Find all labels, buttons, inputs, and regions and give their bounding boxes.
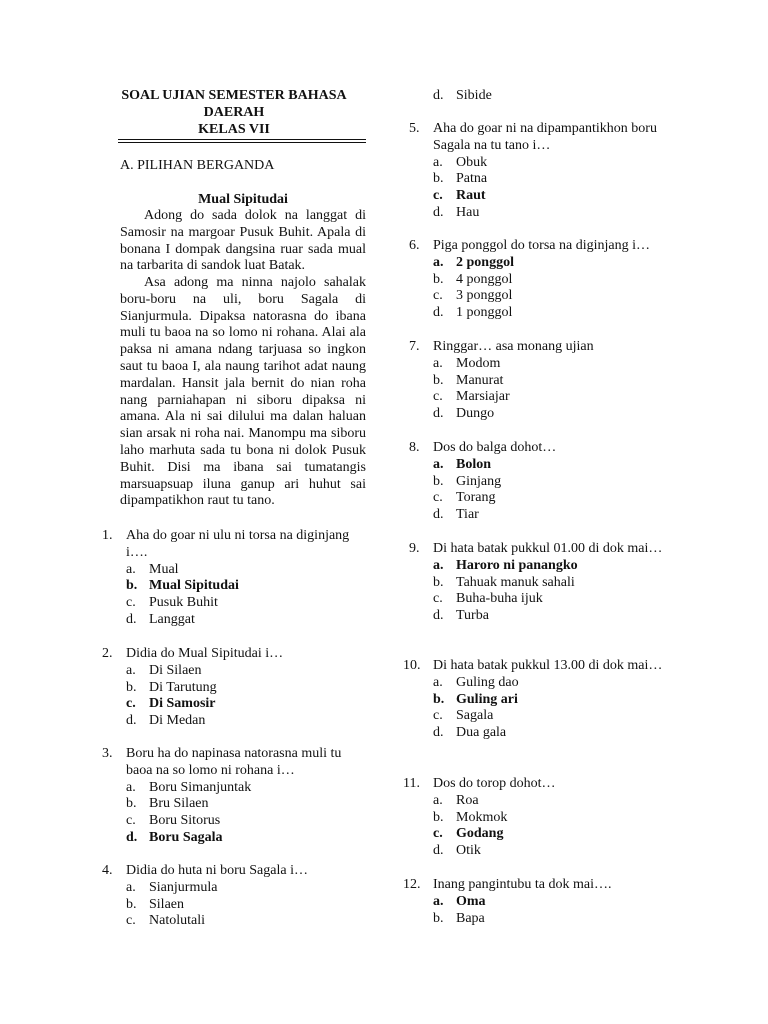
option-text: Tiar	[456, 507, 479, 523]
option-d-correct[interactable]	[126, 830, 366, 847]
question-number: 10.	[403, 658, 421, 673]
question-number: 5.	[409, 121, 420, 136]
option-a[interactable]	[126, 880, 366, 897]
option-text: Langgat	[149, 611, 195, 627]
option-letter: a.	[433, 254, 444, 270]
option-c[interactable]	[433, 288, 679, 305]
option-text: Boru Simanjuntak	[149, 779, 252, 795]
option-d[interactable]	[433, 608, 679, 625]
option-a-correct[interactable]	[433, 894, 679, 911]
question-7	[409, 339, 679, 423]
option-letter: b.	[126, 796, 137, 812]
option-c[interactable]	[433, 490, 679, 507]
option-text: Hau	[456, 204, 480, 220]
option-letter: d.	[433, 507, 444, 523]
option-c-correct[interactable]	[126, 696, 366, 713]
option-a-correct[interactable]	[433, 558, 679, 575]
question-number: 7.	[409, 339, 420, 354]
option-a[interactable]	[433, 793, 679, 810]
option-text: Mual Sipitudai	[149, 578, 239, 594]
option-text: Haroro ni panangko	[456, 557, 578, 573]
question-4	[102, 863, 366, 930]
option-text: Bolon	[456, 456, 492, 472]
option-b[interactable]	[433, 171, 679, 188]
option-text: Sianjurmula	[149, 879, 218, 895]
question-number: 4.	[102, 863, 113, 878]
question-text: Dos do balga dohot…	[433, 440, 557, 455]
option-c[interactable]	[126, 595, 366, 612]
option-d[interactable]	[126, 713, 366, 730]
option-a-correct[interactable]	[433, 255, 679, 272]
question-text: Didia do Mual Sipitudai i…	[126, 646, 284, 661]
option-letter: c.	[433, 188, 443, 204]
option-letter: a.	[433, 893, 444, 909]
option-d[interactable]	[433, 725, 679, 742]
option-letter: c.	[126, 813, 136, 829]
option-letter: b.	[433, 691, 445, 707]
question-number: 8.	[409, 440, 420, 455]
option-text: Bru Silaen	[149, 796, 209, 812]
option-text: Natolutali	[149, 913, 205, 929]
option-text: Tahuak manuk sahali	[456, 574, 575, 590]
option-letter: a.	[433, 557, 444, 573]
option-letter: d.	[433, 608, 444, 624]
option-a[interactable]	[433, 356, 679, 373]
question-4-continued	[409, 88, 679, 105]
option-letter: c.	[433, 490, 443, 506]
option-text: Sagala	[456, 708, 494, 724]
option-b[interactable]	[433, 575, 679, 592]
title-line-2: DAERAH	[203, 104, 265, 120]
option-b[interactable]	[126, 796, 366, 813]
option-text: Guling dao	[456, 674, 519, 690]
option-text: 1 ponggol	[456, 305, 513, 321]
option-text: Boru Sagala	[149, 829, 223, 845]
story-paragraph-2: Asa adong ma ninna najolo sahalak boru-boru na uli, boru Sagala di Sianjurmula. Dipaksa natorasna do ibana muli tu baoa na so lomo ni rohana. Alai ala paksa ni amana ndang tarjuasa so ingkon saut tu baoa I, ala naung tarihot adat naung mardalan. Hansit jala bernit do nian roha nang parniahapan ni siboru dipaksa ni amana. Ala ni sai dilului ma dalan haluan sian arsak ni roha nai. Manompu ma siboru laho marhuta sada tu bona ni dolok Pusuk Buhit. Disi ma ibana sai tumatangis marsuapsuap iluna ganup ari huhut sai dipampatikhon raut tu tano.	[120, 275, 366, 509]
option-c[interactable]	[433, 389, 679, 406]
option-c-correct[interactable]	[433, 826, 679, 843]
option-letter: c.	[433, 826, 443, 842]
option-letter: a.	[433, 456, 444, 472]
option-letter: a.	[126, 662, 136, 678]
option-text: Patna	[456, 171, 488, 187]
option-text: Di Silaen	[149, 662, 202, 678]
option-text: Buha-buha ijuk	[456, 591, 543, 607]
question-9	[409, 541, 679, 625]
question-8	[409, 440, 679, 524]
question-text: Di hata batak pukkul 13.00 di dok mai…	[433, 658, 663, 673]
question-number: 11.	[403, 776, 420, 791]
question-text: Di hata batak pukkul 01.00 di dok mai…	[433, 541, 663, 556]
option-c[interactable]	[433, 591, 679, 608]
question-number: 12.	[403, 877, 421, 892]
option-d[interactable]	[126, 612, 366, 629]
option-text: Dungo	[456, 406, 495, 422]
option-letter: b.	[433, 372, 444, 388]
option-letter: c.	[126, 595, 136, 611]
question-3	[102, 746, 366, 847]
option-d[interactable]	[433, 205, 679, 222]
option-letter: b.	[433, 473, 444, 489]
option-letter: a.	[433, 355, 443, 371]
story-paragraph-1: Adong do sada dolok na langgat di Samosir na margoar Pusuk Buhit. Apala di bonana I dompak dangsina ruar sada mual na tarbarita di sandok luat Batak.	[120, 208, 366, 274]
page-title	[102, 88, 366, 138]
question-number: 2.	[102, 646, 113, 661]
option-text: Manurat	[456, 372, 504, 388]
question-2	[102, 646, 366, 730]
option-text: 4 ponggol	[456, 271, 513, 287]
title-divider-top	[118, 139, 366, 140]
option-text: Ginjang	[456, 473, 502, 489]
option-d[interactable]	[433, 88, 679, 105]
option-letter: d.	[433, 843, 444, 859]
title-divider-bottom	[118, 142, 366, 143]
option-text: Di Tarutung	[149, 679, 217, 695]
option-text: Raut	[456, 188, 486, 204]
question-10	[403, 658, 679, 742]
option-text: Mokmok	[456, 809, 508, 825]
option-letter: d.	[126, 611, 137, 627]
option-letter: c.	[433, 708, 443, 724]
option-a[interactable]	[433, 155, 679, 172]
question-number: 3.	[102, 746, 113, 761]
option-letter: d.	[433, 204, 444, 220]
option-letter: b.	[433, 910, 444, 926]
option-d[interactable]	[433, 507, 679, 524]
question-text: Dos do torop dohot…	[433, 776, 556, 791]
option-letter: a.	[433, 674, 443, 690]
option-letter: b.	[433, 271, 444, 287]
option-c[interactable]	[126, 813, 366, 830]
option-letter: c.	[433, 288, 443, 304]
option-text: Godang	[456, 826, 504, 842]
option-letter: a.	[126, 561, 136, 577]
option-d[interactable]	[433, 843, 679, 860]
option-letter: d.	[433, 88, 444, 103]
option-text: Boru Sitorus	[149, 813, 221, 829]
option-text: Di Samosir	[149, 696, 216, 712]
option-c[interactable]	[433, 708, 679, 725]
title-line-3: KELAS VII	[198, 121, 270, 137]
option-letter: c.	[126, 913, 136, 929]
option-c[interactable]	[126, 913, 366, 930]
question-text: Didia do huta ni boru Sagala i…	[126, 863, 308, 878]
option-letter: c.	[126, 696, 136, 712]
option-text: Pusuk Buhit	[149, 595, 218, 611]
option-text: Bapa	[456, 910, 485, 926]
option-text: Torang	[456, 490, 496, 506]
question-number: 6.	[409, 238, 420, 253]
title-line-1: SOAL UJIAN SEMESTER BAHASA	[121, 88, 347, 103]
section-heading: A. PILIHAN BERGANDA	[120, 158, 275, 173]
option-b[interactable]	[433, 474, 679, 491]
option-letter: d.	[126, 713, 137, 729]
question-text: Boru ha do napinasa natorasna muli tu baoa na so lomo ni rohana i…	[126, 746, 342, 778]
question-text: Piga ponggol do torsa na diginjang i…	[433, 238, 650, 253]
option-b[interactable]	[433, 373, 679, 390]
option-letter: a.	[126, 879, 136, 895]
option-d[interactable]	[433, 406, 679, 423]
option-text: Otik	[456, 843, 481, 859]
option-b-correct[interactable]	[126, 578, 366, 595]
option-text: Roa	[456, 792, 479, 808]
question-text: Aha do goar ni ulu ni torsa na diginjang i….	[126, 528, 350, 560]
question-number: 9.	[409, 541, 420, 556]
option-letter: d.	[433, 725, 444, 741]
option-letter: d.	[126, 829, 138, 845]
option-c-correct[interactable]	[433, 188, 679, 205]
option-d[interactable]	[433, 305, 679, 322]
option-text: Modom	[456, 355, 501, 371]
option-a[interactable]	[126, 562, 366, 579]
option-letter: b.	[433, 171, 444, 187]
option-text: Dua gala	[456, 725, 507, 741]
option-letter: b.	[126, 679, 137, 695]
option-letter: a.	[433, 792, 443, 808]
option-b-correct[interactable]	[433, 692, 679, 709]
question-12	[403, 877, 679, 927]
option-b[interactable]	[433, 272, 679, 289]
option-letter: d.	[433, 406, 444, 422]
option-a[interactable]	[433, 675, 679, 692]
option-text: 2 ponggol	[456, 254, 514, 270]
option-text: Obuk	[456, 154, 488, 170]
question-11	[403, 776, 679, 860]
option-text: Oma	[456, 893, 486, 909]
option-letter: b.	[433, 574, 444, 590]
option-letter: b.	[126, 578, 138, 594]
option-letter: a.	[126, 779, 136, 795]
option-b[interactable]	[126, 897, 366, 914]
option-letter: b.	[433, 809, 444, 825]
option-text: Marsiajar	[456, 389, 510, 405]
option-text: 3 ponggol	[456, 288, 513, 304]
option-text: Silaen	[149, 896, 184, 912]
option-letter: a.	[433, 154, 443, 170]
option-letter: c.	[433, 591, 443, 607]
option-letter: c.	[433, 389, 443, 405]
option-letter: d.	[433, 305, 444, 321]
option-letter: b.	[126, 896, 137, 912]
question-text: Ringgar… asa monang ujian	[433, 339, 594, 354]
question-text: Inang pangintubu ta dok mai….	[433, 877, 612, 892]
question-text: Aha do goar ni na dipampantikhon boru Sagala na tu tano i…	[433, 121, 657, 153]
question-number: 1.	[102, 528, 113, 543]
option-text: Mual	[149, 561, 179, 577]
option-a-correct[interactable]	[433, 457, 679, 474]
option-a[interactable]	[126, 780, 366, 797]
option-b[interactable]	[126, 680, 366, 697]
question-1	[102, 528, 366, 629]
question-6	[409, 238, 679, 322]
option-text: Guling ari	[456, 691, 518, 707]
option-text: Sibide	[456, 88, 492, 103]
option-a[interactable]	[126, 663, 366, 680]
option-text: Turba	[456, 608, 489, 624]
option-b[interactable]	[433, 810, 679, 827]
question-5	[409, 121, 679, 222]
option-text: Di Medan	[149, 713, 206, 729]
option-b[interactable]	[433, 911, 679, 928]
story-title: Mual Sipitudai	[198, 192, 288, 207]
